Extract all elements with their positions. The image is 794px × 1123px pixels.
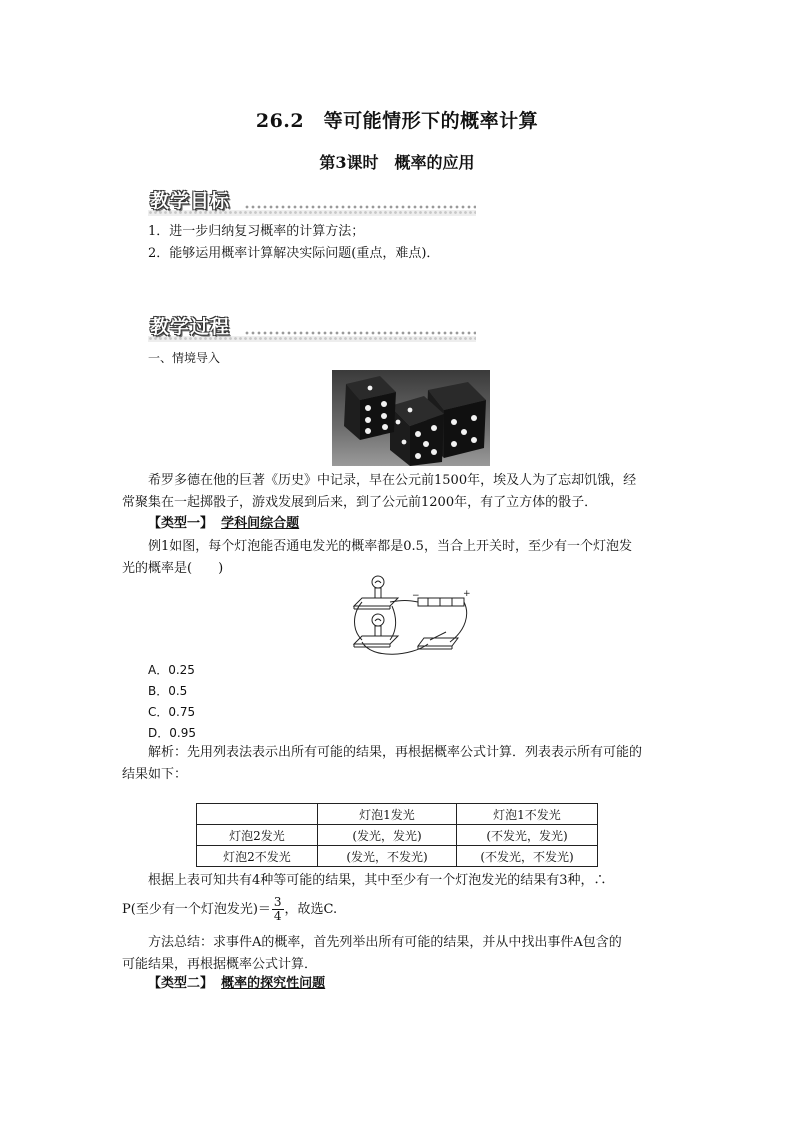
analysis-line-1: 解析：先用列表法表示出所有可能的结果，再根据概率公式计算．列表表示所有可能的 [148, 745, 643, 760]
page-subtitle: 第3课时 概率的应用 [319, 153, 475, 172]
table-cell: (不发光，发光) [457, 825, 598, 846]
table-cell: (发光，发光) [318, 825, 457, 846]
intro-line-1: 希罗多德在他的巨著《历史》中记录，早在公元前1500年，埃及人为了忘却饥饿，经 [148, 473, 637, 488]
type1-heading [148, 514, 299, 534]
circuit-diagram [342, 574, 472, 656]
conclusion [122, 870, 650, 923]
fraction-denominator: 4 [273, 909, 282, 923]
table-row-header: 灯泡2发光 [197, 825, 318, 846]
intro-paragraph [122, 470, 650, 514]
example1-line-2: 光的概率是( ) [122, 561, 224, 576]
conclusion-prefix: P(至少有一个灯泡发光)＝ [122, 902, 271, 917]
section-heading-process: 教学过程 [150, 316, 231, 338]
option-c: C．0.75 [148, 705, 196, 719]
table-header-row [197, 804, 598, 825]
table-row-header: 灯泡2不发光 [197, 846, 318, 867]
analysis [122, 742, 650, 786]
type2-title: 概率的探究性问题 [221, 976, 326, 991]
section-header-dots [244, 330, 476, 336]
goal-item-2: 2．能够运用概率计算解决实际问题(重点，难点)． [148, 246, 440, 261]
type2-heading [148, 974, 325, 994]
analysis-line-2: 结果如下： [122, 767, 188, 782]
section-header-process [148, 312, 476, 342]
fraction [272, 896, 284, 923]
type1-title: 学科间综合题 [221, 516, 300, 531]
summary-line-1: 方法总结：求事件A的概率，首先列举出所有可能的结果，并从中找出事件A包含的 [148, 935, 622, 950]
method-summary [122, 932, 650, 976]
conclusion-suffix: ，故选C. [284, 902, 338, 917]
svg-text:−: − [412, 591, 420, 601]
example1-line-1: 例1如图，每个灯泡能否通电发光的概率都是0.5，当合上开关时，至少有一个灯泡发 [148, 539, 632, 554]
summary-line-2: 可能结果，再根据概率公式计算． [122, 957, 318, 972]
type1-tag: 【类型一】 [148, 516, 214, 531]
table-header-cell: 灯泡1不发光 [457, 804, 598, 825]
section-header-goals [148, 186, 476, 216]
svg-text:+: + [463, 589, 471, 599]
dice-photo [332, 370, 490, 466]
page-title: 26.2 等可能情形下的概率计算 [255, 110, 539, 132]
conclusion-line-1: 根据上表可知共有4种等可能的结果，其中至少有一个灯泡发光的结果有3种，∴ [148, 873, 607, 888]
table-cell [197, 804, 318, 825]
conclusion-line-2 [122, 896, 650, 923]
section-title-intro: 一、情境导入 [148, 351, 221, 365]
section-header-dots [244, 204, 476, 210]
goal-item-1: 1．进一步归纳复习概率的计算方法； [148, 224, 365, 239]
table-cell: (不发光，不发光) [457, 846, 598, 867]
table-row [197, 825, 598, 846]
fraction-numerator: 3 [273, 895, 282, 909]
option-a: A．0.25 [148, 663, 195, 677]
type2-tag: 【类型二】 [148, 976, 214, 991]
intro-line-2: 常聚集在一起掷骰子，游戏发展到后来，到了公元前1200年，有了立方体的骰子． [122, 495, 598, 510]
option-d: D．0.95 [148, 726, 196, 740]
section-heading-goals: 教学目标 [150, 190, 231, 212]
option-b: B．0.5 [148, 684, 188, 698]
table-header-cell: 灯泡1发光 [318, 804, 457, 825]
outcome-table [196, 803, 598, 867]
table-row [197, 846, 598, 867]
table-cell: (发光，不发光) [318, 846, 457, 867]
